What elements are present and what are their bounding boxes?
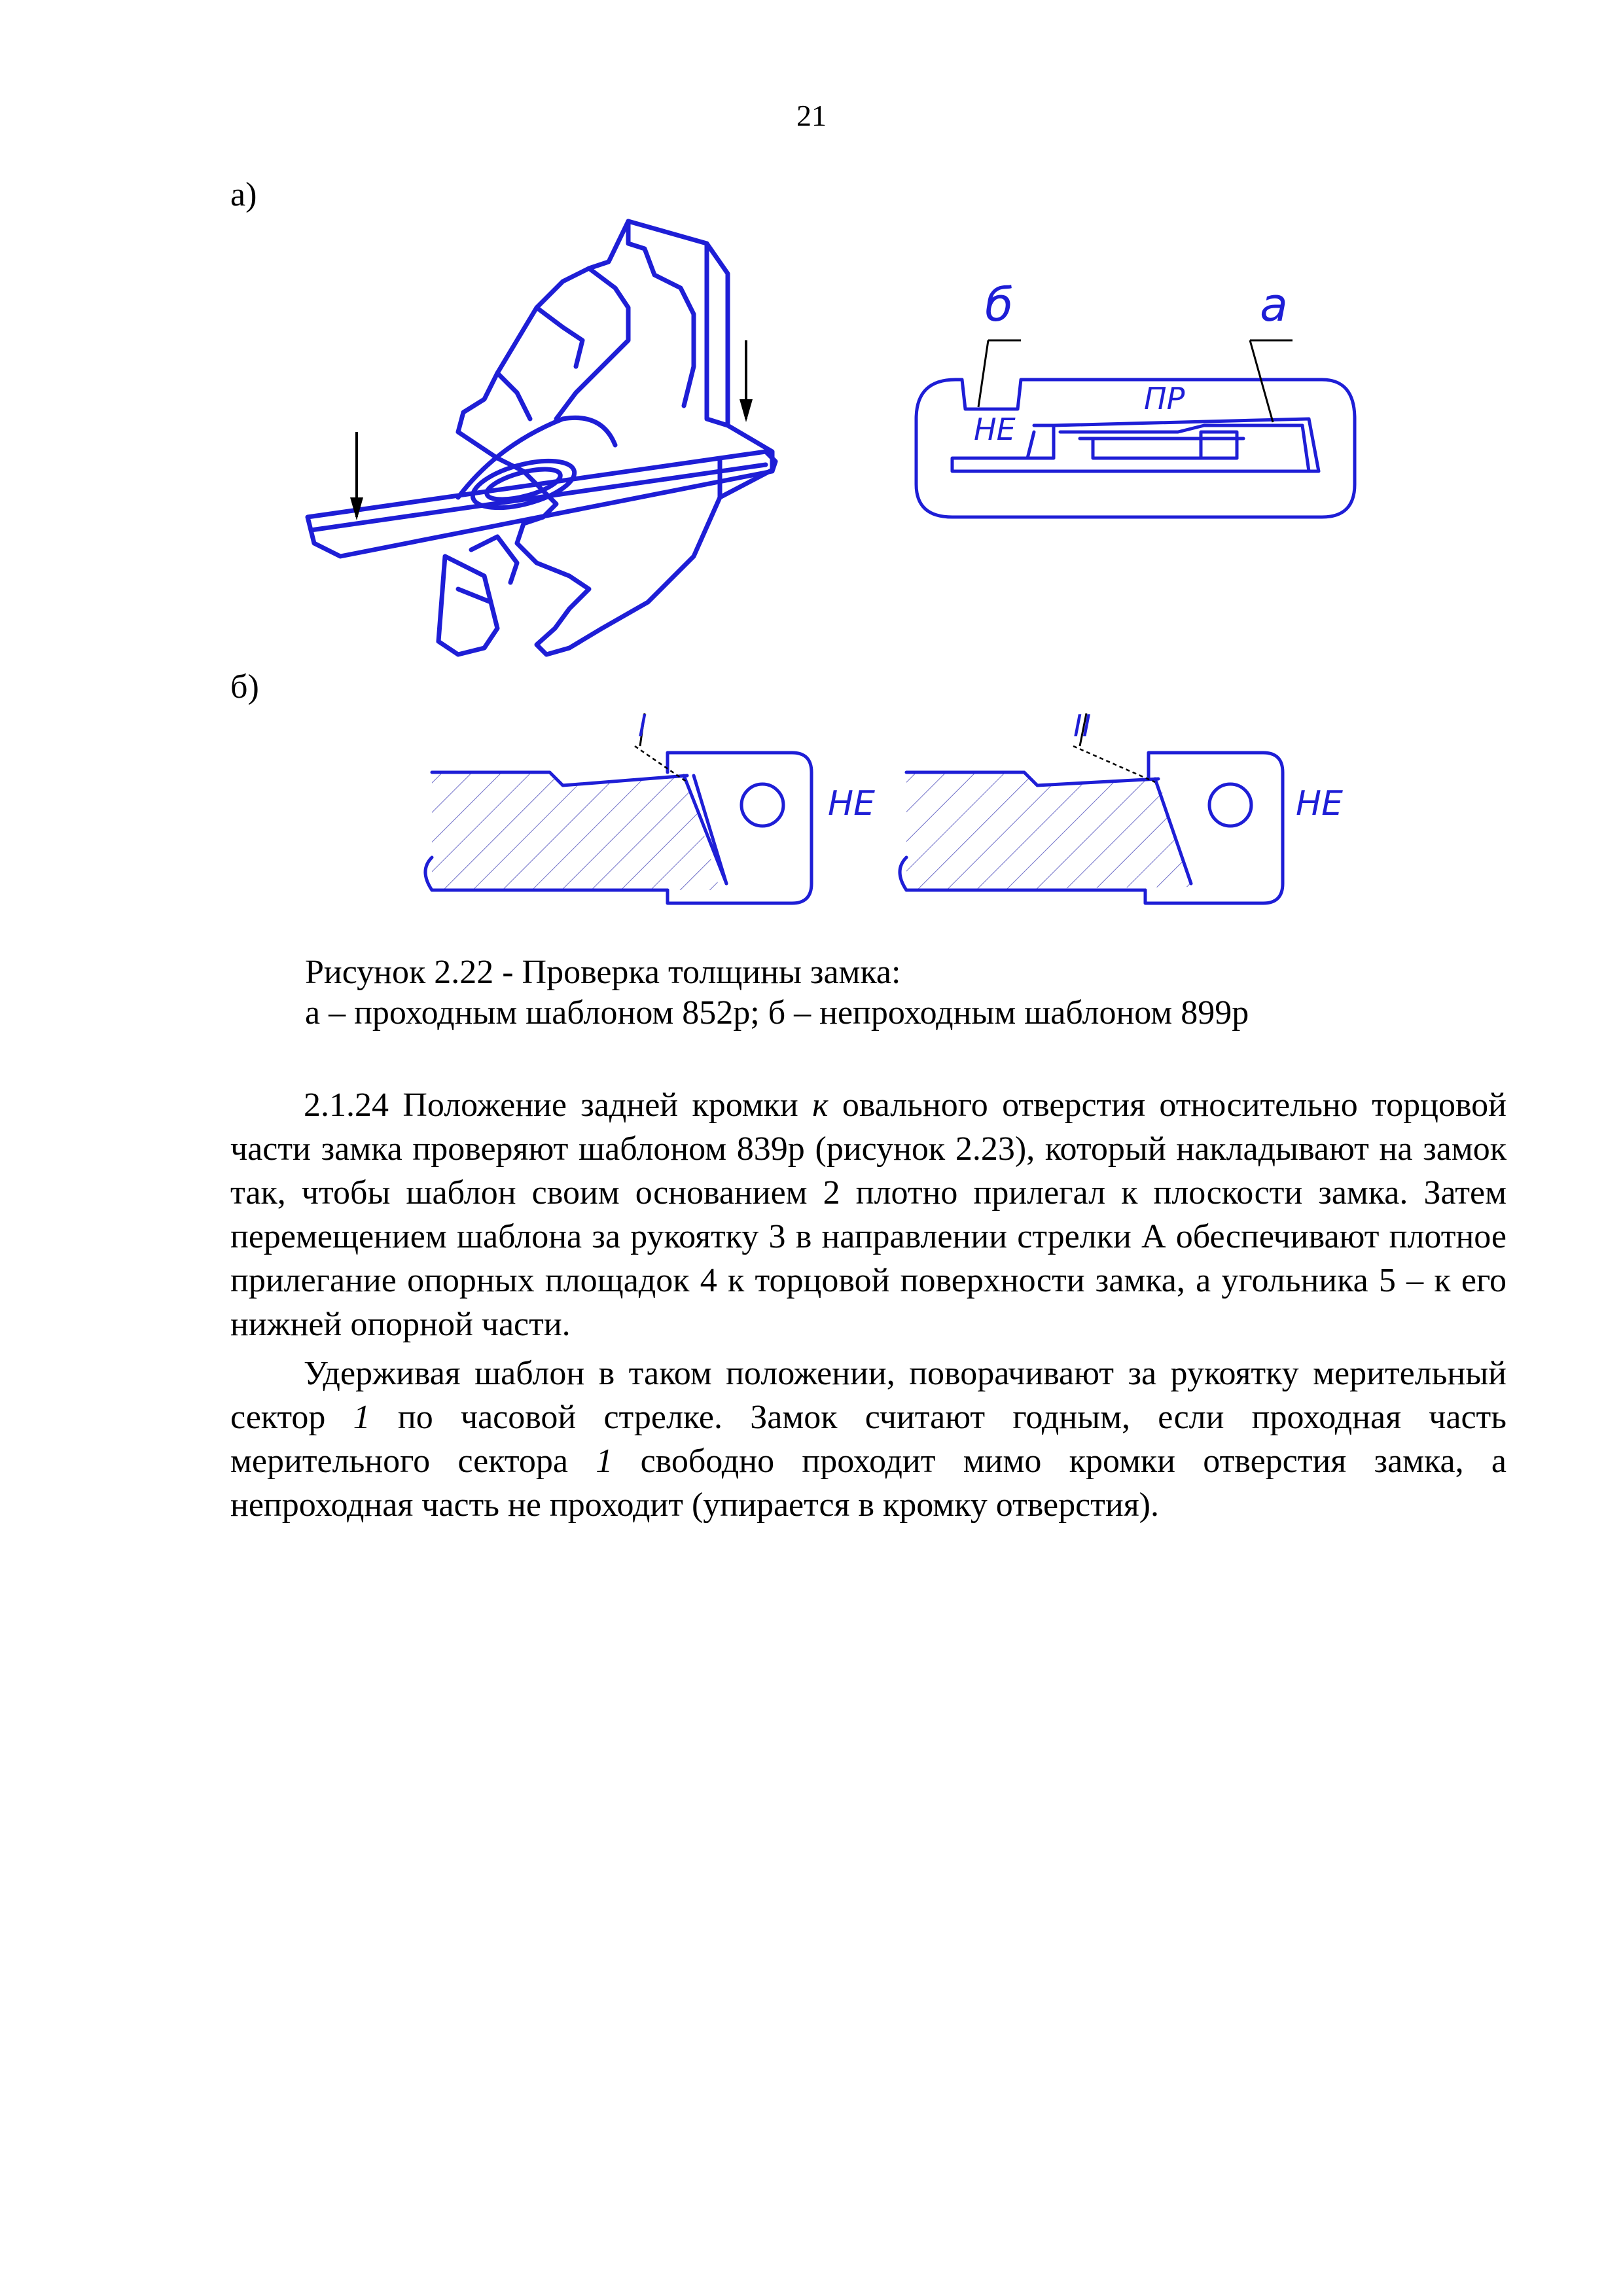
gauge-plan-drawing — [916, 278, 1355, 517]
gauge-label-ne: НЕ — [974, 412, 1016, 447]
section-two-ne-label: НЕ — [1296, 784, 1343, 823]
lock-isometric-drawing — [308, 221, 776, 655]
figure-drawings — [0, 0, 1623, 949]
caption-line-2: а – проходным шаблоном 852р; б – непроходным шаблоном 899р — [305, 994, 1249, 1031]
paragraph-2-italic-1b: 1 — [596, 1443, 613, 1480]
paragraph-2-part-3: свободно проходит мимо кромки отверстия замка, а непроходная часть не проходит (упирается в кромку отверстия). — [230, 1443, 1507, 1524]
page-number: 21 — [796, 99, 827, 132]
section-one-ne-label: НЕ — [828, 784, 875, 823]
figure-label-a: а) — [230, 176, 257, 213]
paragraph-2-part-2: по часовой стрелке. Замок считают годным, если проходная часть мерительного сектора — [230, 1399, 1507, 1480]
paragraph-2-italic-1a: 1 — [353, 1399, 370, 1436]
gauge-label-pr: ПР — [1144, 381, 1185, 416]
paragraph-2-part-1: Удерживая шаблон в таком положении, поворачивают за рукоятку мерительный сектор — [230, 1355, 1507, 1436]
caption-line-1: Рисунок 2.22 - Проверка толщины замка: — [305, 954, 901, 991]
paragraph-2 — [230, 1352, 1507, 1527]
section-one — [425, 708, 875, 903]
figure-label-b: б) — [230, 668, 259, 706]
gauge-label-a: а — [1260, 278, 1288, 332]
body-text — [230, 1083, 1507, 1532]
paragraph-1-part-1: 2.1.24 Положение задней кромки — [304, 1086, 813, 1124]
paragraph-1 — [230, 1083, 1507, 1346]
figure-caption — [305, 952, 1483, 1033]
paragraph-1-italic-k: к — [812, 1086, 829, 1124]
section-label-one: I — [638, 708, 647, 744]
section-label-two: II — [1073, 708, 1092, 744]
section-two — [900, 708, 1343, 903]
paragraph-1-part-2: овального отверстия относительно торцовой части замка проверяют шаблоном 839р (рисунок 2.23), который накладывают на замок так, чтобы шаблон своим основанием 2 плотно прилегал к плоскости замка. Затем перемещением шаблона за рукоятку 3 в направлении стрелки А обеспечивают плотное прилегание опорных площадок 4 к торцовой поверхности замка, а угольника 5 – к его нижней опорной части. — [230, 1086, 1507, 1343]
gauge-label-b: б — [985, 278, 1014, 332]
